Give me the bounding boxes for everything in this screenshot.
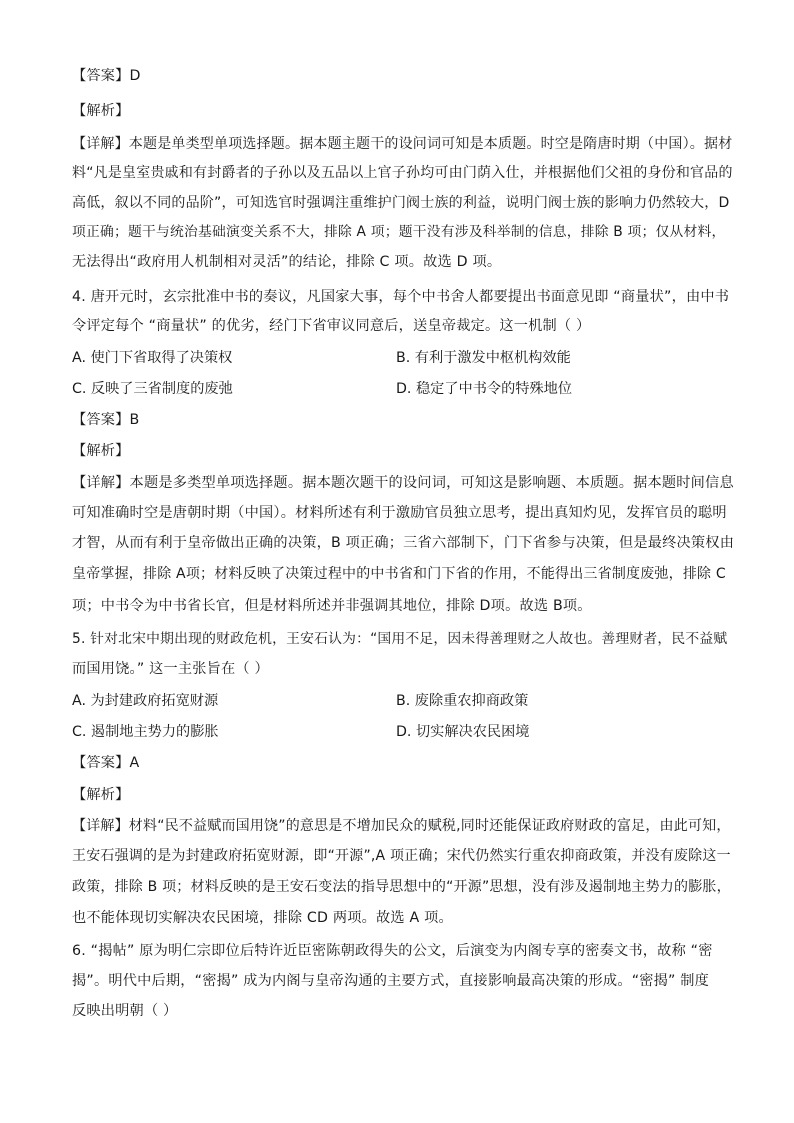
q5-detail-line: 王安石强调的是为封建政府拓宽财源，即“开源”,A 项正确；宋代仍然实行重农抑商政策，并没有废除这一 (72, 848, 731, 864)
q3-detail-line: 【详解】本题是单类型单项选择题。据本题主题干的设问词可知是本质题。时空是隋唐时期（中国）。据材 (72, 136, 733, 152)
q6-stem-line: 反映出明朝（ ） (72, 1003, 178, 1019)
q4-detail-line: 皇帝掌握，排除 A项；材料反映了决策过程中的中书省和门下省的作用，不能得出三省制度废弛，排除 C (72, 566, 726, 582)
q5-option-c: C. 遏制地主势力的膨胀 (72, 724, 219, 740)
q4-detail-line: 可知准确时空是唐朝时期（中国）。材料所述有利于激励官员独立思考，提出真知灼见，发挥官员的聪明 (72, 505, 727, 521)
q4-stem-line: 4. 唐开元时，玄宗批准中书的奏议，凡国家大事，每个中书舍人都要提出书面意见即 “商量状”，由中书 (72, 289, 730, 305)
q4-detail-line: 【详解】本题是多类型单项选择题。据本题次题干的设问词，可知这是影响题、本质题。据本题时间信息 (72, 475, 734, 491)
q4-stem-line: 令评定每个 “商量状” 的优劣，经门下省审议同意后，送皇帝裁定。这一机制（ ） (72, 318, 591, 334)
q5-detail-line: 政策，排除 B 项；材料反映的是王安石变法的指导思想中的“开源”思想，没有涉及遏制地主势力的膨胀， (72, 879, 731, 895)
q4-answer: 【答案】B (72, 412, 140, 428)
q4-option-b: B. 有利于激发中枢机构效能 (396, 350, 571, 366)
q4-analysis-heading: 【解析】 (72, 443, 130, 459)
q3-detail-line: 无法得出“政府用人机制相对灵活”的结论，排除 C 项。故选 D 项。 (72, 254, 502, 270)
q3-detail-line: 高低，叙以不同的品阶”，可知选官时强调注重维护门阀士族的利益，说明门阀士族的影响力仍然较大，D (72, 195, 730, 211)
q3-detail-line: 项正确；题干与统治基础演变关系不大，排除 A 项；题干没有涉及科举制的信息，排除 B 项；仅从材料， (72, 224, 726, 240)
q6-stem-line: 6. “揭帖” 原为明仁宗即位后特许近臣密陈朝政得失的公文，后演变为内阁专享的密奏文书，故称 “密 (72, 943, 713, 959)
q4-detail-line: 项；中书令为中书省长官，但是材料所述并非强调其地位，排除 D项。故选 B项。 (72, 598, 592, 614)
q5-detail-line: 【详解】材料“民不益赋而国用饶”的意思是不增加民众的赋税,同时还能保证政府财政的富足，由此可知， (72, 818, 731, 834)
q5-answer: 【答案】A (72, 755, 140, 771)
q4-option-a: A. 使门下省取得了决策权 (72, 350, 233, 366)
q5-option-a: A. 为封建政府拓宽财源 (72, 693, 219, 709)
q3-detail-line: 料“凡是皇室贵戚和有封爵者的子孙以及五品以上官子孙均可由门荫入仕，并根据他们父祖的身份和官品的 (72, 165, 733, 181)
q4-option-d: D. 稳定了中书令的特殊地位 (396, 381, 573, 397)
q5-option-d: D. 切实解决农民困境 (396, 724, 530, 740)
q5-stem-line: 而国用饶。” 这一主张旨在（ ） (72, 661, 269, 677)
q5-detail-line: 也不能体现切实解决农民困境，排除 CD 两项。故选 A 项。 (72, 910, 453, 926)
q5-analysis-heading: 【解析】 (72, 787, 130, 803)
q5-option-b: B. 废除重农抑商政策 (396, 693, 529, 709)
q4-detail-line: 才智，从而有利于皇帝做出正确的决策，B 项正确；三省六部制下，门下省参与决策，但是最终决策权由 (72, 535, 735, 551)
q3-answer: 【答案】D (72, 68, 141, 84)
q3-analysis-heading: 【解析】 (72, 103, 130, 119)
q6-stem-line: 揭”。明代中后期，“密揭” 成为内阁与皇帝沟通的主要方式，直接影响最高决策的形成。“密揭” 制度 (72, 973, 710, 989)
q4-option-c: C. 反映了三省制度的废弛 (72, 381, 233, 397)
q5-stem-line: 5. 针对北宋中期出现的财政危机，王安石认为：“国用不足，因未得善理财之人故也。善理财者，民不益赋 (72, 631, 728, 647)
